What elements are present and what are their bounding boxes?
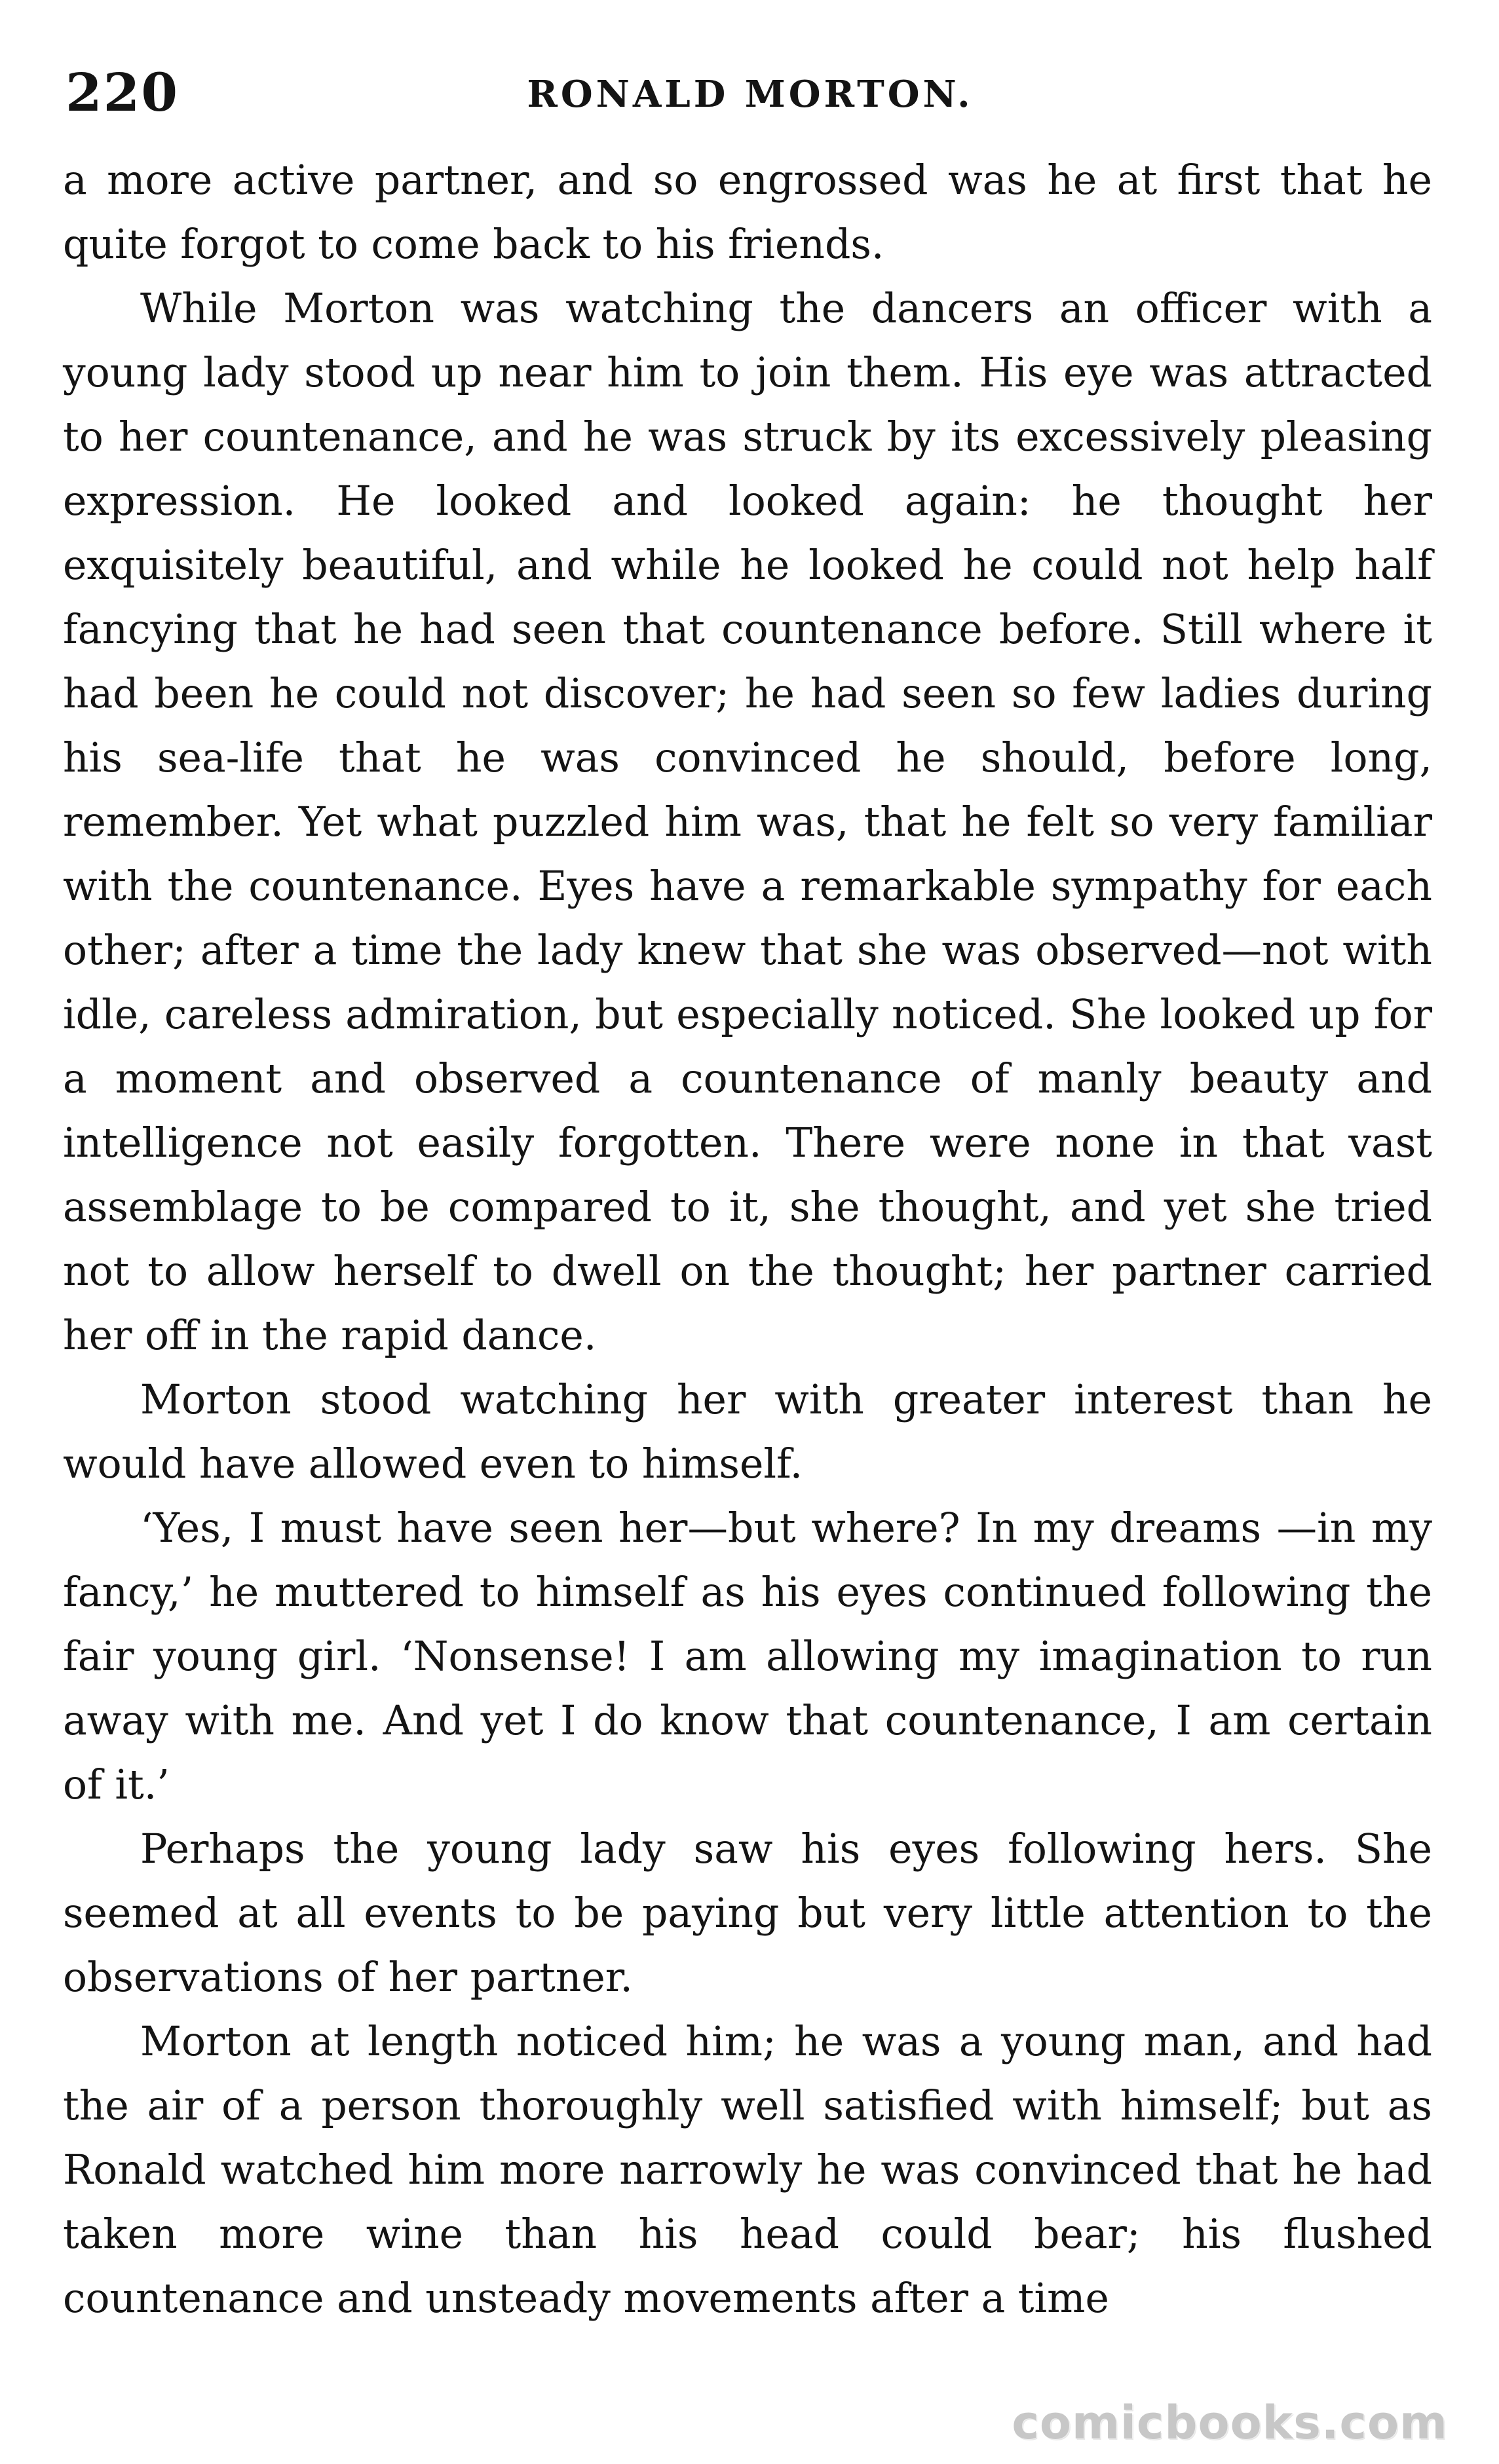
body-text bbox=[63, 148, 1432, 2330]
watermark: comicbooks.com bbox=[1012, 2396, 1448, 2450]
paragraph: Morton stood watching her with greater interest than he would have allowed even to himself. bbox=[63, 1376, 1432, 1487]
running-title: RONALD MORTON. bbox=[527, 73, 974, 116]
running-header bbox=[66, 56, 1435, 128]
paragraph: ‘Yes, I must have seen her—but where? In my dreams —in my fancy,’ he muttered to himself as his eyes continued following the fair young girl. ‘Nonsense! I am allowing my imagination to run away with me. And yet I do know that countenance, I am certain of it.’ bbox=[63, 1504, 1432, 1808]
page-number: 220 bbox=[66, 62, 179, 123]
paragraph: Perhaps the young lady saw his eyes following hers. She seemed at all events to be paying but very little attention to the observations of her partner. bbox=[63, 1825, 1432, 2001]
paragraph: Morton at length noticed him; he was a young man, and had the air of a person thoroughly well satisfied with himself; but as Ronald watched him more narrowly he was convinced that he had taken more wine than his head could bear; his flushed countenance and unsteady movements after a time bbox=[63, 2018, 1432, 2322]
paragraph-continued: a more active partner, and so engrossed was he at first that he quite forgot to come back to his friends. bbox=[63, 157, 1432, 268]
paragraph: While Morton was watching the dancers an officer with a young lady stood up near him to join them. His eye was attracted to her countenance, and he was struck by its excessively pleasing expression. He looked and looked again: he thought her exquisitely beautiful, and while he looked he could not help half fancying that he had seen that countenance before. Still where it had been he could not discover; he had seen so few ladies during his sea-life that he was convinced he should, before long, remember. Yet what puzzled him was, that he felt so very familiar with the countenance. Eyes have a remarkable sympathy for each other; after a time the lady knew that she was observed—not with idle, careless admiration, but especially noticed. She looked up for a moment and observed a countenance of manly beauty and intelligence not easily forgotten. There were none in that vast assemblage to be compared to it, she thought, and yet she tried not to allow herself to dwell on the thought; her partner carried her off in the rapid dance. bbox=[63, 285, 1432, 1359]
